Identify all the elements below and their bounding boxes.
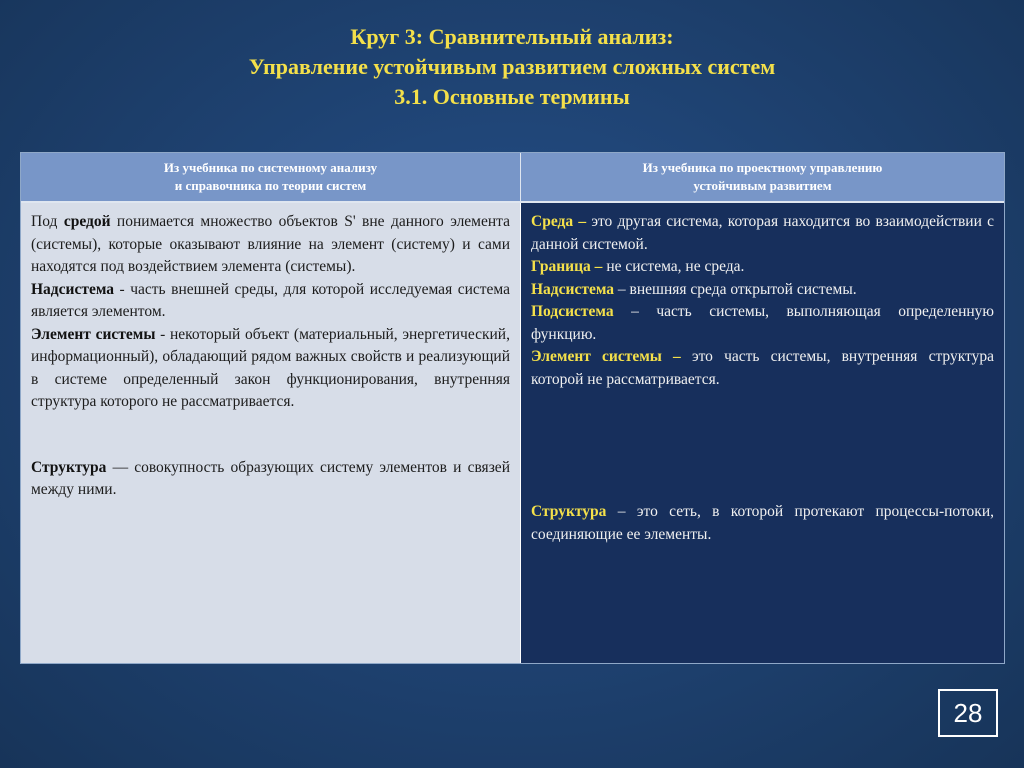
title-line-2: Управление устойчивым развитием сложных систем bbox=[248, 54, 776, 79]
left-term-structure: Структура bbox=[31, 458, 107, 476]
left-p1-prefix: Под bbox=[31, 213, 64, 230]
right-definition-structure bbox=[531, 501, 994, 546]
right-definition-environment bbox=[531, 211, 994, 256]
left-header-line-2: и справочника по теории систем bbox=[174, 178, 367, 193]
comparison-table bbox=[20, 152, 1005, 664]
left-p3-text: - некоторый объект (материальный, энергетический, информационный), обладающий рядом важных свойств и реализующий в системе определенный закон функционирования, внутренняя структура которого не рассматривается. bbox=[31, 325, 510, 410]
title-line-1: Круг 3: Сравнительный анализ: bbox=[350, 24, 674, 49]
right-p3-text: – внешняя среда открытой системы. bbox=[614, 280, 857, 298]
left-p2-text: - часть внешней среды, для которой исследуемая система является элементом. bbox=[31, 280, 510, 320]
page-number: 28 bbox=[938, 689, 998, 737]
left-spacer bbox=[31, 414, 510, 457]
right-column-body bbox=[521, 203, 1004, 663]
right-p5-text: это часть системы, внутренняя структура которой не рассматривается. bbox=[531, 348, 994, 388]
right-term-boundary: Граница – bbox=[531, 258, 603, 275]
left-header-line-1: Из учебника по системному анализу bbox=[163, 160, 378, 175]
right-p6-text: – это сеть, в которой протекают процессы-потоки, соединяющие ее элементы. bbox=[531, 503, 994, 543]
left-term-element: Элемент системы bbox=[31, 325, 156, 343]
right-term-subsystem: Подсистема bbox=[531, 303, 614, 320]
right-header-line-1: Из учебника по проектному управлению bbox=[642, 160, 883, 175]
title-line-3: 3.1. Основные термины bbox=[394, 84, 630, 109]
right-definition-supersystem bbox=[531, 279, 994, 302]
left-definition-environment bbox=[31, 211, 510, 279]
right-term-environment: Среда – bbox=[531, 213, 587, 230]
right-p2-text: не система, не среда. bbox=[602, 258, 745, 275]
right-term-structure: Структура bbox=[531, 503, 607, 520]
right-term-supersystem: Надсистема bbox=[531, 280, 615, 298]
slide-title bbox=[0, 22, 1024, 112]
right-definition-subsystem bbox=[531, 301, 994, 346]
right-column-header bbox=[521, 153, 1004, 203]
left-p1-text: понимается множество объектов S' вне данного элемента (системы), которые оказывают влияние на элемент (систему) и сами находятся под воздействием элемента (системы). bbox=[31, 213, 511, 275]
right-spacer bbox=[531, 391, 994, 501]
right-definition-element bbox=[531, 346, 994, 391]
right-definition-boundary bbox=[531, 256, 994, 279]
left-term-supersystem: Надсистема bbox=[31, 280, 115, 298]
left-definition-element bbox=[31, 324, 510, 414]
left-column-header bbox=[21, 153, 521, 203]
right-term-element: Элемент системы – bbox=[531, 348, 681, 365]
left-definition-supersystem bbox=[31, 279, 510, 324]
left-term-environment: средой bbox=[63, 213, 111, 230]
left-p4-text: — совокупность образующих систему элементов и связей между ними. bbox=[31, 458, 510, 498]
left-definition-structure bbox=[31, 457, 510, 502]
right-p1-text: это другая система, которая находится во взаимодействии с данной системой. bbox=[531, 213, 994, 253]
right-p4-text: – часть системы, выполняющая определенную функцию. bbox=[531, 303, 994, 343]
left-column-body bbox=[21, 203, 521, 663]
right-header-line-2: устойчивым развитием bbox=[693, 178, 832, 193]
